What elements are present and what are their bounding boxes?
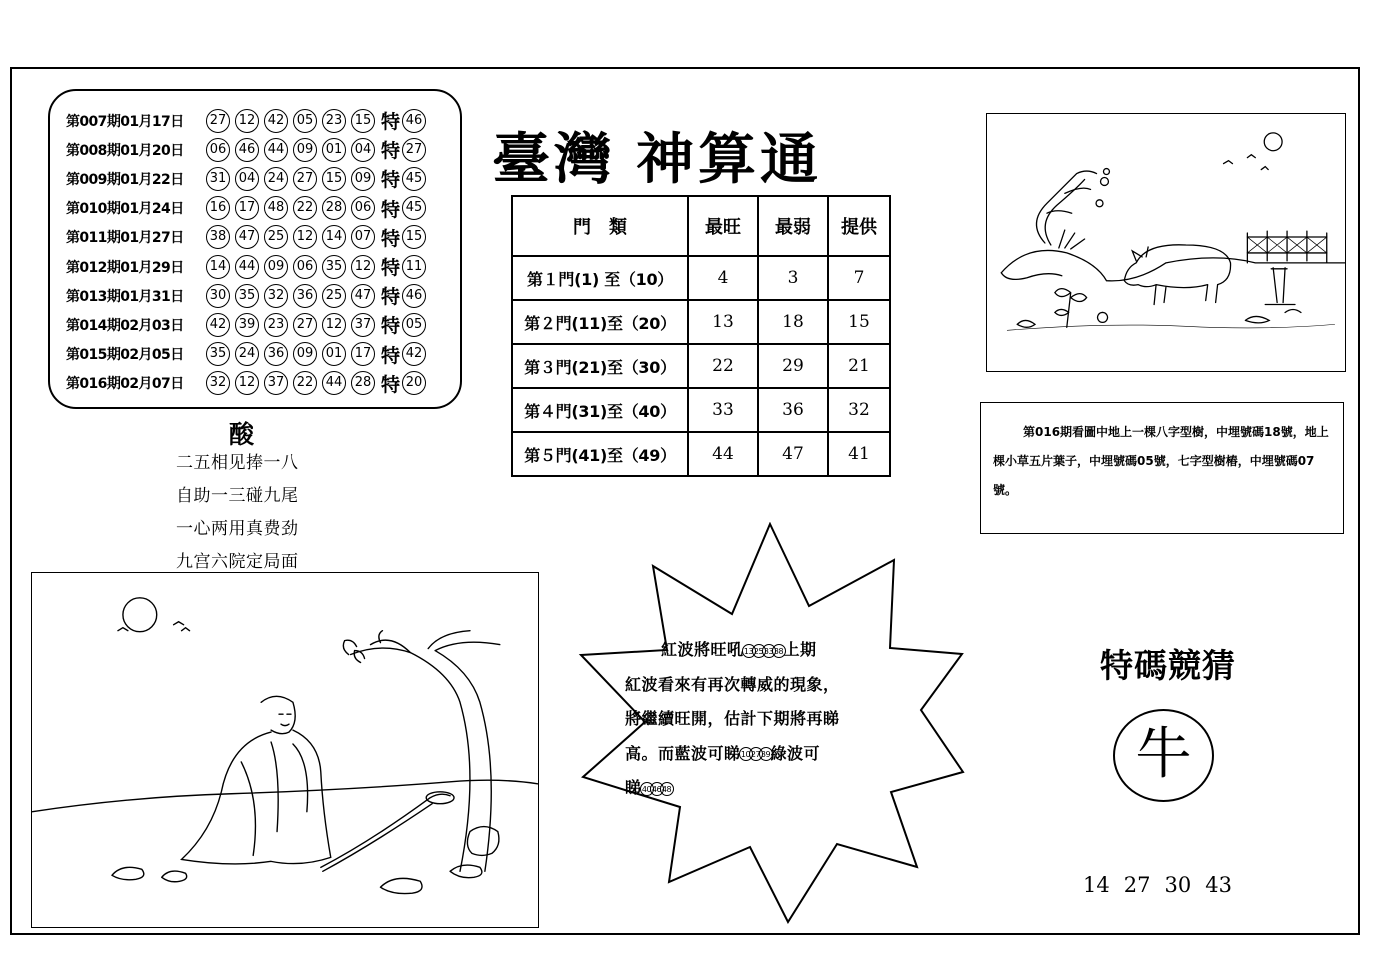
guess-numbers: [1083, 873, 1246, 897]
draw-label: 第009期01月22日: [66, 171, 184, 188]
number-ball: 15: [322, 167, 346, 191]
gate-table: [511, 195, 891, 477]
special-mark: 特: [381, 140, 401, 163]
number-ball: 47: [235, 225, 259, 249]
number-ball: 42: [206, 313, 230, 337]
special-mark: 特: [381, 257, 401, 280]
special-mark: 特: [381, 111, 401, 134]
header-gate: 門 類: [512, 196, 688, 256]
number-ball: 12: [235, 371, 259, 395]
page-title: [492, 114, 822, 194]
gate-offer: 21: [828, 344, 890, 388]
circled-number-group: [741, 744, 771, 763]
circled-number: 10: [739, 747, 753, 761]
draw-numbers: [206, 195, 426, 222]
draw-label: 第011期01月27日: [66, 230, 184, 247]
circled-number: 27: [749, 747, 763, 761]
special-mark: 特: [381, 344, 401, 367]
starburst-line-text: 高。而藍波可睇: [625, 743, 741, 763]
draw-numbers: [206, 370, 426, 397]
gate-offer: 15: [828, 300, 890, 344]
starburst-line-tail: 上期: [783, 640, 817, 659]
number-ball: 44: [235, 255, 259, 279]
staff-icon: [321, 794, 450, 871]
monk-head: [261, 696, 295, 733]
title-part-1: 臺灣: [492, 126, 617, 192]
header-max: 最旺: [688, 196, 758, 256]
number-ball: 28: [322, 196, 346, 220]
gate-range: 第４門(31)至（40）: [512, 388, 688, 432]
special-ball: 46: [402, 109, 426, 133]
number-ball: 27: [293, 313, 317, 337]
gate-min: 18: [758, 300, 828, 344]
moon-icon: [123, 598, 157, 632]
starburst-line: [625, 633, 887, 668]
starburst-line-tail: 綠波可: [770, 743, 821, 763]
special-mark: 特: [381, 315, 401, 338]
number-ball: 07: [351, 225, 375, 249]
draw-label: 第010期01月24日: [66, 201, 184, 218]
gate-range: 第３門(21)至（30）: [512, 344, 688, 388]
circled-number-group: [642, 778, 672, 797]
number-ball: 42: [264, 109, 288, 133]
draw-label: 第015期02月05日: [66, 347, 184, 364]
number-ball: 31: [206, 167, 230, 191]
gate-min: 29: [758, 344, 828, 388]
pig-scene-drawing: [987, 114, 1345, 371]
special-ball: 11: [402, 255, 426, 279]
number-ball: 12: [235, 109, 259, 133]
title-part-2: 神算通: [636, 126, 823, 192]
draw-numbers: [206, 341, 426, 368]
guess-number: 27: [1123, 873, 1151, 897]
number-ball: 06: [351, 196, 375, 220]
number-ball: 39: [235, 313, 259, 337]
draw-label: 第014期02月03日: [66, 317, 184, 334]
special-ball: 45: [402, 196, 426, 220]
special-mark: 特: [381, 198, 401, 221]
monk-robe: [182, 730, 331, 864]
number-ball: 27: [293, 167, 317, 191]
stump-icon: [1265, 268, 1295, 305]
guess-number: 30: [1164, 873, 1192, 897]
gate-max: 4: [688, 256, 758, 300]
draw-row: [66, 106, 460, 135]
number-ball: 12: [293, 225, 317, 249]
draw-row: [66, 194, 460, 223]
guess-number: 14: [1083, 873, 1110, 897]
header-min: 最弱: [758, 196, 828, 256]
moon-icon: [1264, 133, 1282, 151]
guess-title: 特碼競猜: [1100, 646, 1236, 685]
number-ball: 22: [293, 196, 317, 220]
starburst-line: 紅波看來有再次轉威的現象，: [625, 674, 840, 694]
gate-min: 47: [758, 432, 828, 476]
number-ball: 24: [235, 342, 259, 366]
number-ball: 24: [264, 167, 288, 191]
poem: [176, 447, 299, 579]
special-ball: 20: [402, 371, 426, 395]
number-ball: 35: [206, 342, 230, 366]
starburst-line: [625, 771, 887, 806]
number-ball: 01: [322, 138, 346, 162]
number-ball: 12: [351, 255, 375, 279]
number-ball: 04: [235, 167, 259, 191]
number-ball: 09: [264, 255, 288, 279]
draw-label: 第013期01月31日: [66, 288, 184, 305]
draw-label: 第016期02月07日: [66, 376, 184, 393]
draw-row: [66, 281, 460, 310]
number-ball: 46: [235, 138, 259, 162]
number-ball: 22: [293, 371, 317, 395]
gate-range: 第１門(1) 至（10）: [512, 256, 688, 300]
draw-numbers: [206, 224, 426, 251]
number-ball: 12: [322, 313, 346, 337]
draw-row: [66, 252, 460, 281]
gate-row: [512, 432, 890, 476]
number-ball: 27: [206, 109, 230, 133]
circled-number-group: [744, 640, 784, 659]
number-ball: 36: [293, 284, 317, 308]
number-ball: 14: [206, 255, 230, 279]
draw-numbers: [206, 107, 426, 134]
number-ball: 09: [351, 167, 375, 191]
poem-title: 酸: [229, 420, 255, 449]
circled-number: 13: [742, 644, 756, 658]
number-ball: 14: [322, 225, 346, 249]
number-ball: 37: [264, 371, 288, 395]
special-ball: 05: [402, 313, 426, 337]
starburst-text: [625, 633, 887, 806]
draw-history-box: [48, 89, 462, 409]
gate-row: [512, 256, 890, 300]
draw-row: [66, 310, 460, 339]
poem-line: 二五相见捧一八: [176, 453, 299, 473]
number-ball: 32: [206, 371, 230, 395]
circled-number: 39: [759, 747, 773, 761]
gate-table-header: [512, 196, 890, 256]
number-ball: 36: [264, 342, 288, 366]
draw-label: 第007期01月17日: [66, 113, 184, 130]
number-ball: 38: [206, 225, 230, 249]
gate-range: 第５門(41)至（49）: [512, 432, 688, 476]
birds-icon: [1224, 155, 1269, 170]
number-ball: 44: [264, 138, 288, 162]
number-ball: 17: [351, 342, 375, 366]
number-ball: 25: [264, 225, 288, 249]
header-offer: 提供: [828, 196, 890, 256]
circled-number: 25: [752, 644, 766, 658]
gate-offer: 7: [828, 256, 890, 300]
draw-row: [66, 164, 460, 193]
number-ball: 06: [206, 138, 230, 162]
rock-icon: [112, 867, 144, 879]
gate-row: [512, 344, 890, 388]
number-ball: 25: [322, 284, 346, 308]
gate-offer: 32: [828, 388, 890, 432]
pig-icon: [1124, 245, 1230, 305]
draw-row: [66, 340, 460, 369]
gate-min: 3: [758, 256, 828, 300]
gate-range: 第２門(11)至（20）: [512, 300, 688, 344]
monk-scene-drawing: [32, 573, 538, 927]
number-ball: 09: [293, 342, 317, 366]
gate-max: 44: [688, 432, 758, 476]
monk-illustration: [31, 572, 539, 928]
pot-icon: [467, 827, 499, 856]
draw-numbers: [206, 165, 426, 192]
gate-max: 33: [688, 388, 758, 432]
special-ball: 27: [402, 138, 426, 162]
number-ball: 23: [322, 109, 346, 133]
number-ball: 28: [351, 371, 375, 395]
gate-row: [512, 300, 890, 344]
plant-icon: [1055, 289, 1087, 328]
special-mark: 特: [381, 373, 401, 396]
hint-note: 第016期看圖中地上一棵八字型樹，中埋號碼18號，地上棵小草五片葉子，中埋號碼05號，七字型樹樁，中埋號碼07號。: [980, 402, 1344, 534]
number-ball: 04: [351, 138, 375, 162]
number-ball: 47: [351, 284, 375, 308]
number-ball: 17: [235, 196, 259, 220]
circled-number: 38: [772, 644, 786, 658]
poem-line: 自助一三碰九尾: [176, 486, 299, 506]
draw-label: 第012期01月29日: [66, 259, 184, 276]
special-ball: 46: [402, 284, 426, 308]
number-ball: 35: [235, 284, 259, 308]
tree-trunk: [351, 648, 470, 871]
number-ball: 15: [351, 109, 375, 133]
number-ball: 06: [293, 255, 317, 279]
number-ball: 30: [206, 284, 230, 308]
pig-illustration: [986, 113, 1346, 372]
special-ball: 15: [402, 225, 426, 249]
starburst-line-text: 睇: [625, 778, 642, 797]
number-ball: 32: [264, 284, 288, 308]
poem-line: 九宫六院定局面: [176, 552, 299, 572]
gate-min: 36: [758, 388, 828, 432]
starburst-line: 將繼續旺開，估計下期將再睇: [625, 709, 840, 728]
draw-numbers: [206, 311, 426, 338]
starburst-line: [625, 737, 887, 772]
circled-number: 33: [762, 644, 776, 658]
draw-numbers: [206, 253, 426, 280]
draw-row: [66, 369, 460, 398]
number-ball: 09: [293, 138, 317, 162]
special-mark: 特: [381, 169, 401, 192]
circled-number: 40: [640, 782, 654, 796]
number-ball: 05: [293, 109, 317, 133]
guess-number: 43: [1205, 873, 1232, 897]
draw-row: [66, 135, 460, 164]
draw-numbers: [206, 282, 426, 309]
special-ball: 45: [402, 167, 426, 191]
number-ball: 35: [322, 255, 346, 279]
number-ball: 23: [264, 313, 288, 337]
number-ball: 01: [322, 342, 346, 366]
draw-numbers: [206, 136, 426, 163]
starburst-line-text: 紅波將旺吼: [661, 640, 744, 659]
gate-max: 13: [688, 300, 758, 344]
poem-line: 一心两用真费劲: [176, 519, 299, 539]
number-ball: 37: [351, 313, 375, 337]
zodiac-badge: 牛: [1113, 709, 1214, 802]
special-ball: 42: [402, 342, 426, 366]
number-ball: 44: [322, 371, 346, 395]
special-mark: 特: [381, 227, 401, 250]
special-mark: 特: [381, 286, 401, 309]
gate-row: [512, 388, 890, 432]
grass-icon: [1059, 230, 1085, 249]
circled-number: 48: [660, 782, 674, 796]
number-ball: 16: [206, 196, 230, 220]
gate-offer: 41: [828, 432, 890, 476]
gate-max: 22: [688, 344, 758, 388]
number-ball: 48: [264, 196, 288, 220]
circled-number: 46: [650, 782, 664, 796]
draw-row: [66, 223, 460, 252]
draw-label: 第008期01月20日: [66, 142, 184, 159]
